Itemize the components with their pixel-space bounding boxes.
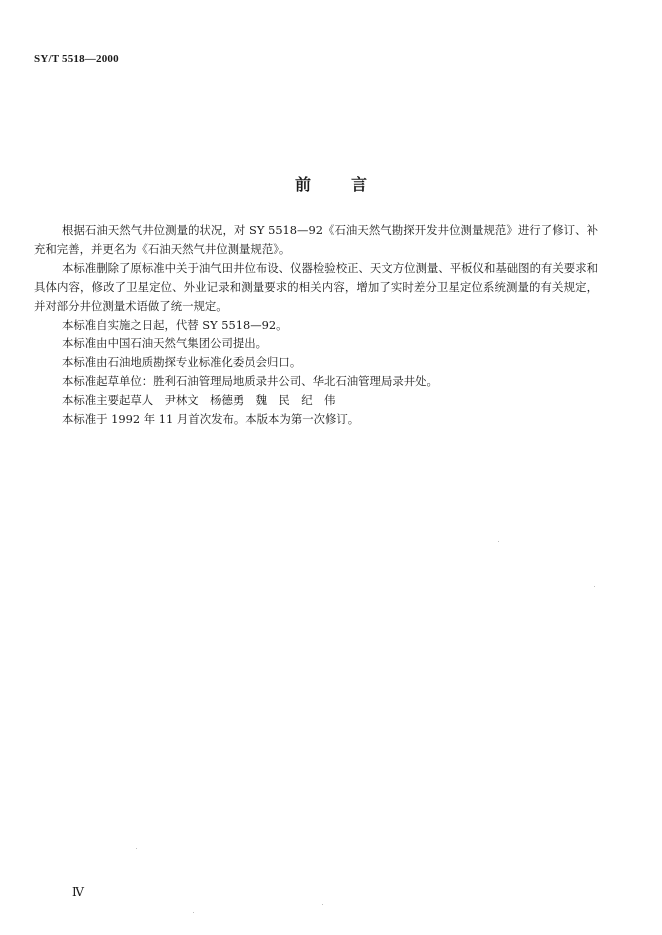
scan-speck: [594, 586, 595, 587]
scan-speck: [136, 848, 137, 849]
standard-code: SY/T 5518—2000: [34, 53, 119, 65]
paragraph-revision-basis: 根据石油天然气井位测量的状况，对 SY 5518—92《石油天然气勘探开发井位测量规范》进行了修订、补充和完善，并更名为《石油天然气井位测量规范》。: [34, 223, 598, 256]
paragraph-drafters: 本标准主要起草人 尹林文 杨德勇 魏 民 纪 伟: [62, 393, 336, 408]
page-title: [0, 172, 662, 195]
paragraph-publication-history: 本标准于 1992 年 11 月首次发布。本版本为第一次修订。: [62, 412, 360, 427]
scan-speck: [498, 541, 499, 542]
paragraph-proposer: 本标准由中国石油天然气集团公司提出。: [62, 336, 268, 351]
page-number: Ⅳ: [72, 885, 84, 899]
page-title-part-1: 前: [294, 175, 311, 194]
page-title-part-2: 言: [351, 175, 368, 194]
scan-speck: [193, 912, 194, 913]
foreword-body: [34, 221, 598, 429]
paragraph-drafting-units: 本标准起草单位：胜利石油管理局地质录井公司、华北石油管理局录井处。: [62, 374, 438, 389]
paragraph-responsible-committee: 本标准由石油地质勘探专业标准化委员会归口。: [62, 355, 302, 370]
scan-speck: [322, 904, 323, 905]
paragraph-changes: 本标准删除了原标准中关于油气田井位布设、仪器检验校正、天文方位测量、平板仪和基础图的有关要求和具体内容，修改了卫星定位、外业记录和测量要求的相关内容，增加了实时差分卫星定位系统测量的有关规定，并对部分井位测量术语做了统一规定。: [34, 260, 598, 313]
paragraph-replacement: 本标准自实施之日起，代替 SY 5518—92。: [62, 317, 288, 332]
